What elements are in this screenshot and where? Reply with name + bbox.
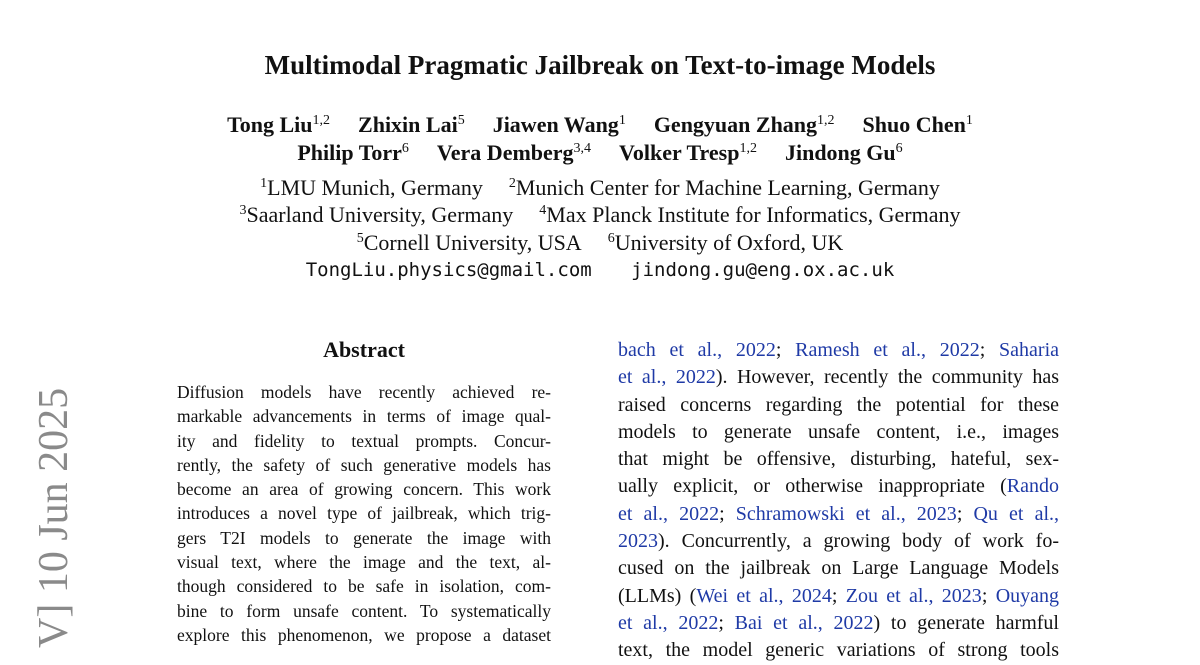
abstract-line: markable advancements in terms of image qual- xyxy=(177,406,551,427)
body-text-line xyxy=(618,419,1059,446)
author xyxy=(358,111,465,139)
body-text-line xyxy=(618,637,1059,664)
author xyxy=(437,139,591,167)
author-name: Zhixin Lai xyxy=(358,112,458,137)
body-text-line xyxy=(618,473,1059,500)
citation-link[interactable]: Ramesh et al., 2022 xyxy=(795,339,980,361)
abstract-line: visual text, where the image and the text, al- xyxy=(177,552,551,573)
author-name: Philip Torr xyxy=(297,140,402,165)
body-text: text, the model generic variations of strong tools xyxy=(618,639,1059,662)
affiliation-row-2 xyxy=(0,201,1200,229)
author-name: Jindong Gu xyxy=(784,140,896,165)
author xyxy=(227,111,330,139)
affiliation-name: LMU Munich, Germany xyxy=(267,175,483,200)
affiliation-number: 2 xyxy=(508,176,516,191)
body-text: models to generate unsafe content, i.e., images xyxy=(618,420,1059,443)
abstract-body xyxy=(177,380,551,647)
body-text-line xyxy=(618,610,1059,637)
body-text-line xyxy=(618,583,1059,610)
abstract-line: rently, the safety of such generative models has xyxy=(177,454,551,475)
author xyxy=(785,139,903,167)
body-text: ually explicit, or otherwise inappropriate ( xyxy=(618,475,1007,498)
body-text: (LLMs) ( xyxy=(618,584,697,607)
abstract-line: though considered to be safe in isolation, com- xyxy=(177,576,551,597)
affiliation-marker: 3,4 xyxy=(573,141,592,156)
author xyxy=(297,139,409,167)
affiliation-marker: 6 xyxy=(401,141,409,156)
citation-link[interactable]: Zou et al., 2023 xyxy=(845,584,982,607)
affiliation-name: Saarland University, Germany xyxy=(246,202,514,227)
citation-link[interactable]: Rando xyxy=(1006,475,1059,498)
author xyxy=(493,111,626,139)
affiliation-marker: 5 xyxy=(457,113,465,128)
abstract-line: gers T2I models to generate the image with xyxy=(177,527,551,548)
body-text-line xyxy=(618,555,1059,582)
body-text: ). However, recently the community has xyxy=(715,366,1059,389)
body-text-line xyxy=(618,528,1059,555)
affiliation-number: 1 xyxy=(260,176,268,191)
author-list-row-2 xyxy=(0,139,1200,167)
author xyxy=(654,111,835,139)
affiliation-marker: 1 xyxy=(618,113,626,128)
body-text-line xyxy=(618,364,1059,391)
author xyxy=(863,111,973,139)
body-text: ; xyxy=(981,584,996,607)
affiliation-name: University of Oxford, UK xyxy=(614,230,844,255)
citation-link[interactable]: Wei et al., 2024 xyxy=(696,584,832,607)
body-text: ; xyxy=(719,502,736,525)
author-name: Vera Demberg xyxy=(436,140,574,165)
affiliation-marker: 1,2 xyxy=(817,113,835,128)
body-text: ) to generate harmful xyxy=(873,611,1059,634)
body-text: ; xyxy=(718,611,735,634)
affiliation xyxy=(539,201,960,229)
abstract-line: introduces a novel type of jailbreak, which trig- xyxy=(177,503,551,524)
author-name: Shuo Chen xyxy=(862,112,966,137)
citation-link[interactable]: 2023 xyxy=(618,530,658,553)
body-text: that might be offensive, disturbing, hateful, sex- xyxy=(618,448,1059,471)
author-list-row-1 xyxy=(0,111,1200,139)
affiliation-number: 5 xyxy=(356,231,364,246)
email-link[interactable]: TongLiu.physics@gmail.com xyxy=(305,259,592,281)
abstract-line: bine to form unsafe content. To systematically xyxy=(177,600,551,621)
affiliation xyxy=(608,229,844,257)
citation-link[interactable]: bach et al., 2022 xyxy=(618,339,776,361)
affiliation-marker: 1,2 xyxy=(739,141,757,156)
affiliation-name: Max Planck Institute for Informatics, Germany xyxy=(546,202,961,227)
body-text: ). Concurrently, a growing body of work fo- xyxy=(658,530,1059,553)
affiliation-row-1 xyxy=(0,174,1200,202)
affiliation xyxy=(357,229,582,257)
body-text-line xyxy=(618,446,1059,473)
affiliation xyxy=(260,174,483,202)
body-text: ; xyxy=(831,584,846,607)
citation-link[interactable]: et al., 2022 xyxy=(618,366,716,389)
author-name: Jiawen Wang xyxy=(492,112,619,137)
affiliation xyxy=(240,201,514,229)
paper-title: Multimodal Pragmatic Jailbreak on Text-to-image Models xyxy=(264,50,936,80)
affiliation-name: Cornell University, USA xyxy=(363,230,582,255)
citation-link[interactable]: Saharia xyxy=(999,339,1060,361)
affiliation-marker: 1,2 xyxy=(312,113,331,128)
citation-link[interactable]: Schramowski et al., 2023 xyxy=(735,502,957,525)
body-text: ; xyxy=(979,339,1000,361)
affiliation-marker: 6 xyxy=(895,141,903,156)
affiliation-number: 6 xyxy=(607,231,615,246)
affiliation-number: 3 xyxy=(239,203,247,218)
abstract-line: Diffusion models have recently achieved re- xyxy=(177,382,551,402)
citation-link[interactable]: Ouyang xyxy=(995,584,1060,607)
citation-link[interactable]: Qu et al., xyxy=(973,502,1060,525)
email-link[interactable]: jindong.gu@eng.ox.ac.uk xyxy=(631,259,895,281)
body-text: ; xyxy=(775,339,796,361)
body-text: cused on the jailbreak on Large Language Models xyxy=(618,557,1059,580)
author-name: Gengyuan Zhang xyxy=(653,112,818,137)
introduction-column xyxy=(618,337,1059,665)
body-text: raised concerns regarding the potential for these xyxy=(618,393,1059,416)
abstract-heading: Abstract xyxy=(323,337,405,362)
citation-link[interactable]: Bai et al., 2022 xyxy=(734,611,874,634)
body-text: ; xyxy=(956,502,974,525)
body-text-line xyxy=(618,501,1059,528)
affiliation xyxy=(509,174,940,202)
affiliation-name: Munich Center for Machine Learning, Germany xyxy=(515,175,940,200)
citation-link[interactable]: et al., 2022 xyxy=(618,611,719,634)
affiliation-marker: 1 xyxy=(965,113,973,128)
citation-link[interactable]: et al., 2022 xyxy=(618,502,720,525)
email-row xyxy=(0,256,1200,284)
author-name: Volker Tresp xyxy=(619,140,740,165)
affiliation-number: 4 xyxy=(539,203,547,218)
affiliation-row-3 xyxy=(0,229,1200,257)
body-text-line xyxy=(618,392,1059,419)
abstract-line: explore this phenomenon, we propose a dataset xyxy=(177,624,551,645)
abstract-line: ity and fidelity to textual prompts. Concur- xyxy=(177,430,551,451)
arxiv-side-stamp: V] 10 Jun 2025 xyxy=(31,387,77,648)
author-name: Tong Liu xyxy=(227,112,313,137)
author xyxy=(619,139,757,167)
abstract-line: become an area of growing concern. This work xyxy=(177,479,551,500)
body-text-line xyxy=(618,337,1059,364)
